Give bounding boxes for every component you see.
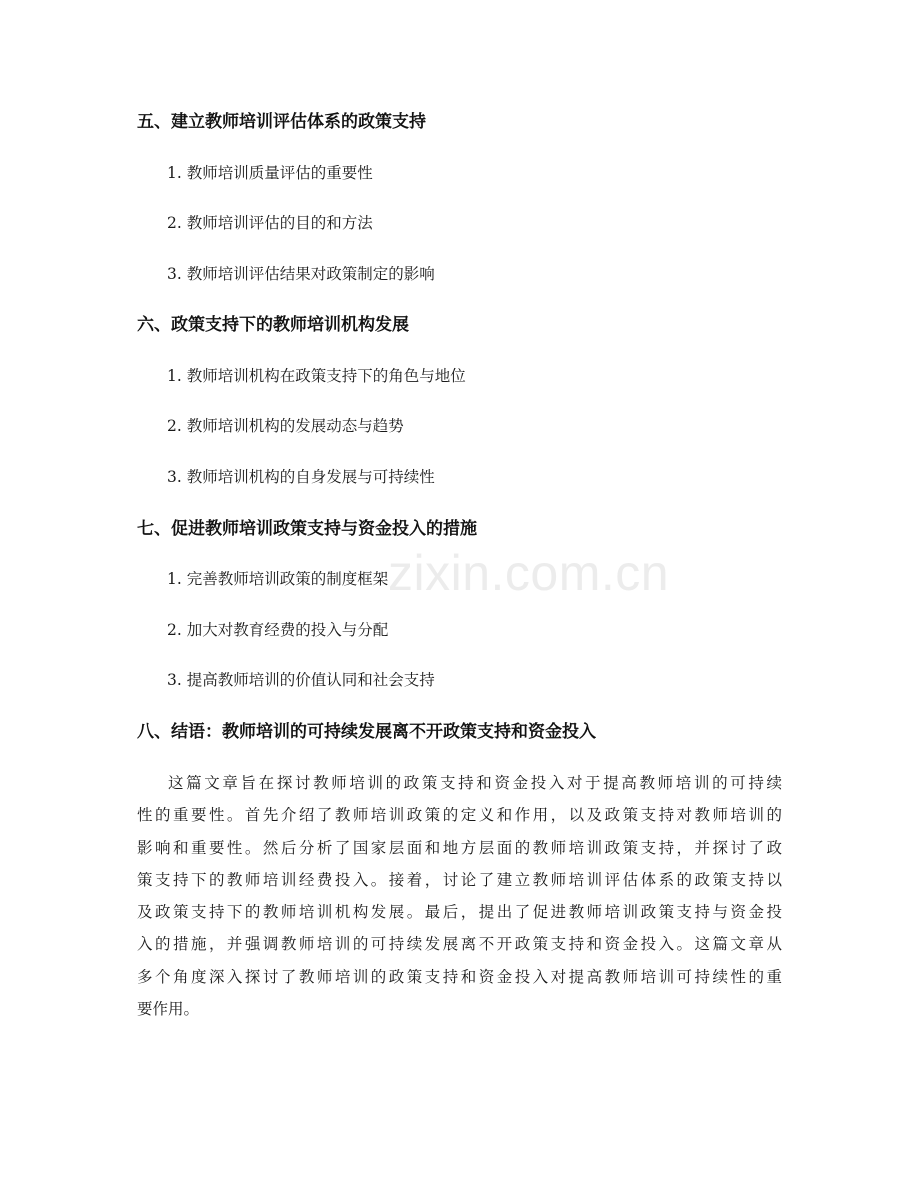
list-item: 1. 完善教师培训政策的制度框架: [167, 570, 389, 588]
section-heading-5: 五、建立教师培训评估体系的政策支持: [137, 112, 426, 132]
section-heading-7: 七、促进教师培训政策支持与资金投入的措施: [137, 519, 477, 539]
list-item: 3. 教师培训评估结果对政策制定的影响: [167, 265, 435, 283]
summary-line: 及政策支持下的教师培训机构发展。最后，提出了促进教师培训政策支持与资金投: [137, 903, 782, 922]
list-item: 1. 教师培训机构在政策支持下的角色与地位: [167, 367, 466, 385]
list-item: 2. 教师培训评估的目的和方法: [167, 214, 373, 232]
section-heading-8: 八、结语：教师培训的可持续发展离不开政策支持和资金投入: [137, 722, 596, 742]
list-item: 3. 教师培训机构的自身发展与可持续性: [167, 468, 435, 486]
summary-paragraph: [137, 767, 782, 1025]
summary-line: 这篇文章旨在探讨教师培训的政策支持和资金投入对于提高教师培训的可持续: [168, 774, 782, 792]
list-item: 2. 加大对教育经费的投入与分配: [167, 621, 389, 639]
list-item: 1. 教师培训质量评估的重要性: [167, 164, 373, 182]
section-heading-6: 六、政策支持下的教师培训机构发展: [137, 315, 409, 335]
watermark: zixin.com.cn: [388, 545, 670, 601]
list-item: 3. 提高教师培训的价值认同和社会支持: [167, 671, 435, 689]
summary-line: 性的重要性。首先介绍了教师培训政策的定义和作用，以及政策支持对教师培训的: [137, 806, 782, 825]
list-item: 2. 教师培训机构的发展动态与趋势: [167, 417, 404, 435]
summary-line: 要作用。: [137, 1000, 200, 1019]
summary-line: 入的措施，并强调教师培训的可持续发展离不开政策支持和资金投入。这篇文章从: [137, 935, 782, 954]
summary-line: 多个角度深入探讨了教师培训的政策支持和资金投入对提高教师培训可持续性的重: [137, 967, 782, 986]
summary-line: 影响和重要性。然后分析了国家层面和地方层面的教师培训政策支持，并探讨了政: [137, 838, 782, 857]
summary-line: 策支持下的教师培训经费投入。接着，讨论了建立教师培训评估体系的政策支持以: [137, 870, 782, 889]
